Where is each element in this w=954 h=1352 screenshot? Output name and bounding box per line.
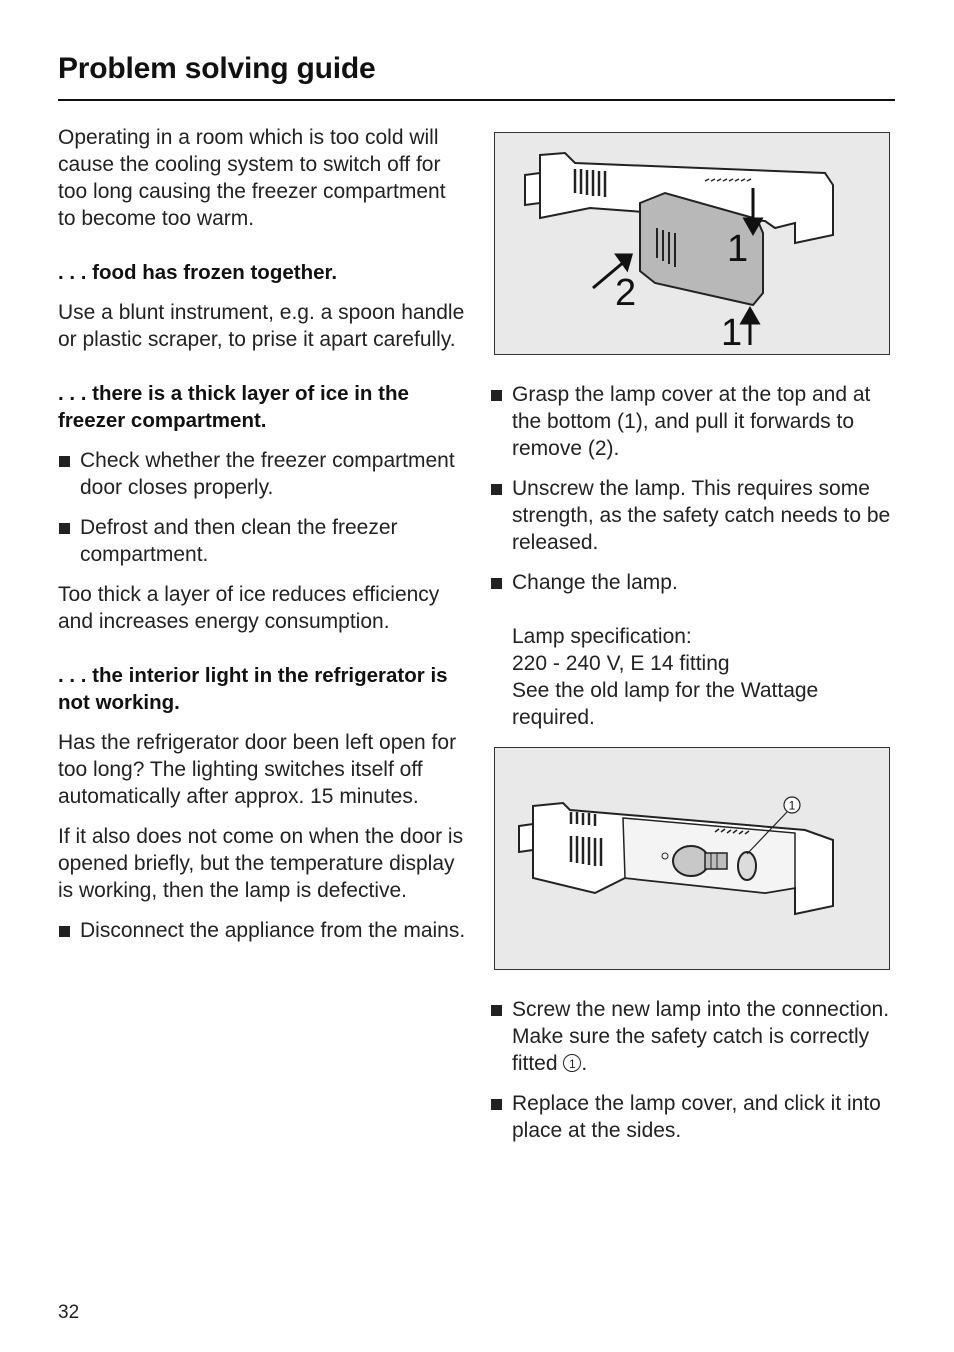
lamp-installed-figure xyxy=(494,747,890,970)
bullet-square-icon xyxy=(59,523,70,534)
list-item: Disconnect the appliance from the mains. xyxy=(58,917,468,944)
bullet-square-icon xyxy=(491,578,502,589)
interior-light-text-1: Has the refrigerator door been left open for too long? The lighting switches itself off automatically after approx. 15 minutes. xyxy=(58,731,457,808)
heading-interior-light: . . . the interior light in the refrigerator is not working. xyxy=(58,664,448,714)
title-rule xyxy=(58,99,895,101)
interior-light-text-2: If it also does not come on when the door is opened briefly, but the temperature display is working, then the lamp is defective. xyxy=(58,825,464,902)
callout-label: 1 xyxy=(788,798,796,813)
lamp-housing-illustration xyxy=(495,748,888,968)
lamp-cover-illustration xyxy=(495,133,888,353)
list-item: Change the lamp. Lamp specification: 220 - 240 V, E 14 fitting See the old lamp for the Wattage required. xyxy=(490,569,894,731)
thick-ice-text: Too thick a layer of ice reduces efficiency and increases energy consumption. xyxy=(58,583,440,633)
bullet-square-icon xyxy=(491,484,502,495)
bullet-square-icon xyxy=(491,1005,502,1016)
interior-light-bullets xyxy=(58,917,468,944)
heading-thick-ice: . . . there is a thick layer of ice in the freezer compartment. xyxy=(58,382,409,432)
list-item: Grasp the lamp cover at the top and at the bottom (1), and pull it forwards to remove (2). xyxy=(490,381,894,462)
arrow-label-top: 1 xyxy=(727,228,749,270)
list-item: Replace the lamp cover, and click it into place at the sides. xyxy=(490,1090,894,1144)
lamp-spec-value: 220 - 240 V, E 14 fitting xyxy=(512,652,730,675)
page-title: Problem solving guide xyxy=(58,52,376,85)
page-number: 32 xyxy=(58,1302,80,1323)
bullet-square-icon xyxy=(59,456,70,467)
bullet-square-icon xyxy=(491,1099,502,1110)
circled-number: 1 xyxy=(563,1054,581,1072)
right-column xyxy=(490,124,894,1157)
food-frozen-text: Use a blunt instrument, e.g. a spoon handle or plastic scraper, to prise it apart carefully. xyxy=(58,301,465,351)
list-item: Defrost and then clean the freezer compartment. xyxy=(58,514,468,568)
lamp-cover-removal-figure xyxy=(494,132,890,355)
bullet-square-icon xyxy=(491,390,502,401)
bullet-square-icon xyxy=(59,926,70,937)
intro-paragraph: Operating in a room which is too cold will cause the cooling system to switch off for too long causing the freezer compartment to become too warm. xyxy=(58,126,446,230)
list-item: Screw the new lamp into the connection. Make sure the safety catch is correctly fitted 1 . xyxy=(490,996,894,1077)
lamp-steps-a xyxy=(490,381,894,731)
thick-ice-bullets xyxy=(58,447,468,568)
lamp-steps-b xyxy=(490,996,894,1144)
list-item: Check whether the freezer compartment door closes properly. xyxy=(58,447,468,501)
arrow-label-bottom: 1 xyxy=(721,312,743,353)
heading-food-frozen: . . . food has frozen together. xyxy=(58,261,338,284)
lamp-spec-title: Lamp specification: xyxy=(512,625,692,648)
arrow-label-side: 2 xyxy=(615,272,637,314)
list-item: Unscrew the lamp. This requires some strength, as the safety catch needs to be released. xyxy=(490,475,894,556)
left-column xyxy=(58,124,468,957)
lamp-spec-note: See the old lamp for the Wattage required. xyxy=(512,679,819,729)
